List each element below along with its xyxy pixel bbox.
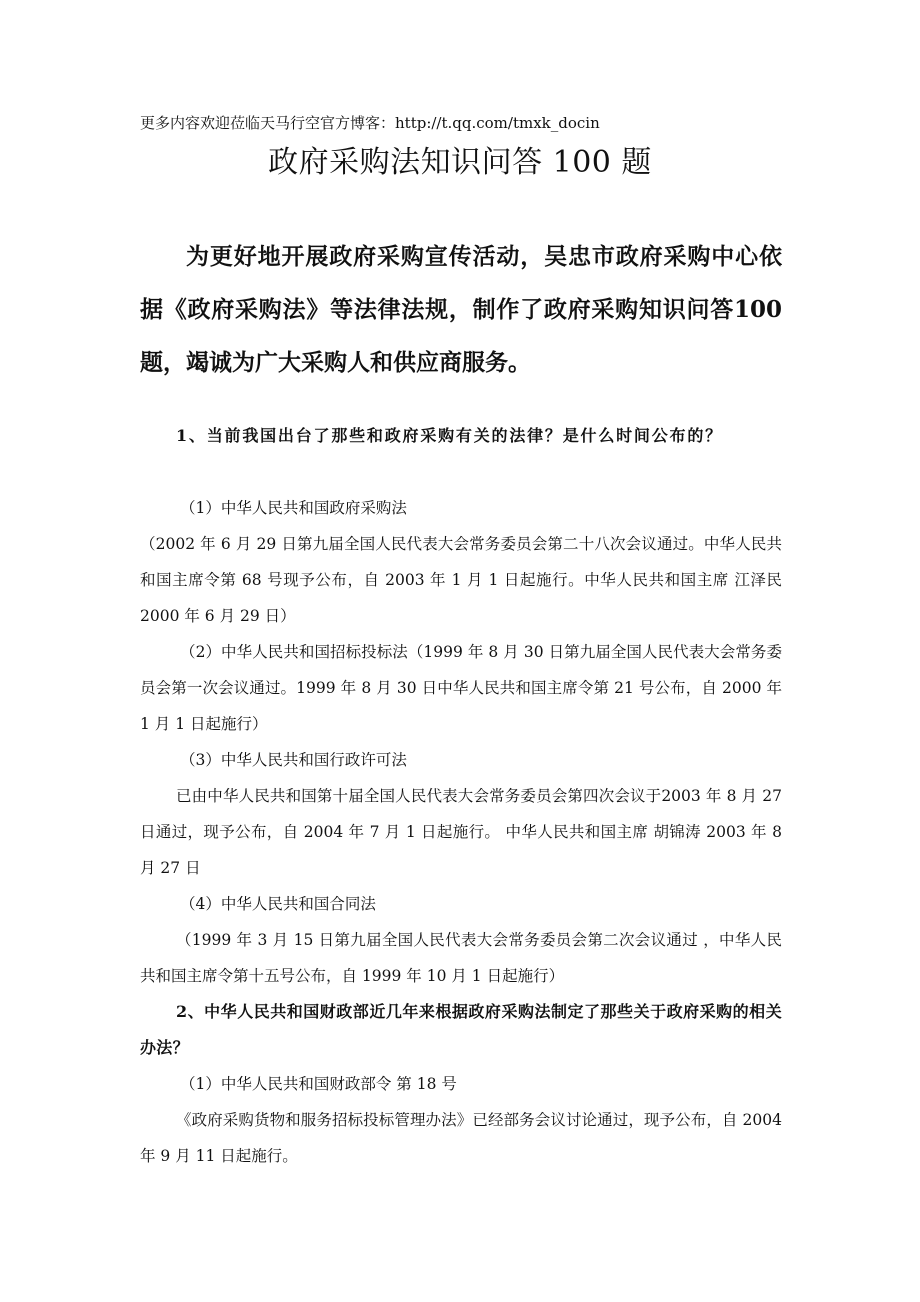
q2-item-1-body: 《政府采购货物和服务招标投标管理办法》已经部务会议讨论通过，现予公布，自 2004 年 9 月 11 日起施行。 — [140, 1111, 782, 1165]
question-1: 1、当前我国出台了那些和政府采购有关的法律？是什么时间公布的？ — [176, 426, 723, 445]
document-title: 政府采购法知识问答 100 题 — [268, 145, 652, 180]
q1-item-3-body: 已由中华人民共和国第十届全国人民代表大会常务委员会第四次会议于2003 年 8 月 27 日通过，现予公布，自 2004 年 7 月 1 日起施行。 中华人民共和国主席 胡锦涛 2003 年 8 月 27 日 — [140, 787, 782, 877]
q1-item-3-title: （3）中华人民共和国行政许可法 — [180, 751, 407, 769]
q1-item-1-body: （2002 年 6 月 29 日第九届全国人民代表大会常务委员会第二十八次会议通过。中华人民共和国主席令第 68 号现予公布，自 2003 年 1 月 1 日起施行。中华人民共和国主席 江泽民 2000 年 6 月 29 日） — [140, 535, 782, 625]
blog-banner: 更多内容欢迎莅临天马行空官方博客：http://t.qq.com/tmxk_docin — [140, 114, 600, 132]
q1-item-2: （2）中华人民共和国招标投标法（1999 年 8 月 30 日第九届全国人民代表大会常务委员会第一次会议通过。1999 年 8 月 30 日中华人民共和国主席令第 21 号公布，自 2000 年 1 月 1 日起施行） — [140, 643, 782, 733]
q1-item-4-body: （1999 年 3 月 15 日第九届全国人民代表大会常务委员会第二次会议通过 ，中华人民共和国主席令第十五号公布，自 1999 年 10 月 1 日起施行） — [140, 931, 782, 985]
q1-item-1-title: （1）中华人民共和国政府采购法 — [180, 499, 407, 517]
question-2: 2、中华人民共和国财政部近几年来根据政府采购法制定了那些关于政府采购的相关办法？ — [140, 1002, 782, 1057]
intro-paragraph: 为更好地开展政府采购宣传活动，吴忠市政府采购中心依据《政府采购法》等法律法规，制作了政府采购知识问答100 题，竭诚为广大采购人和供应商服务。 — [140, 243, 782, 376]
q2-item-1-title: （1）中华人民共和国财政部令 第 18 号 — [180, 1075, 457, 1093]
q1-item-4-title: （4）中华人民共和国合同法 — [180, 895, 376, 913]
